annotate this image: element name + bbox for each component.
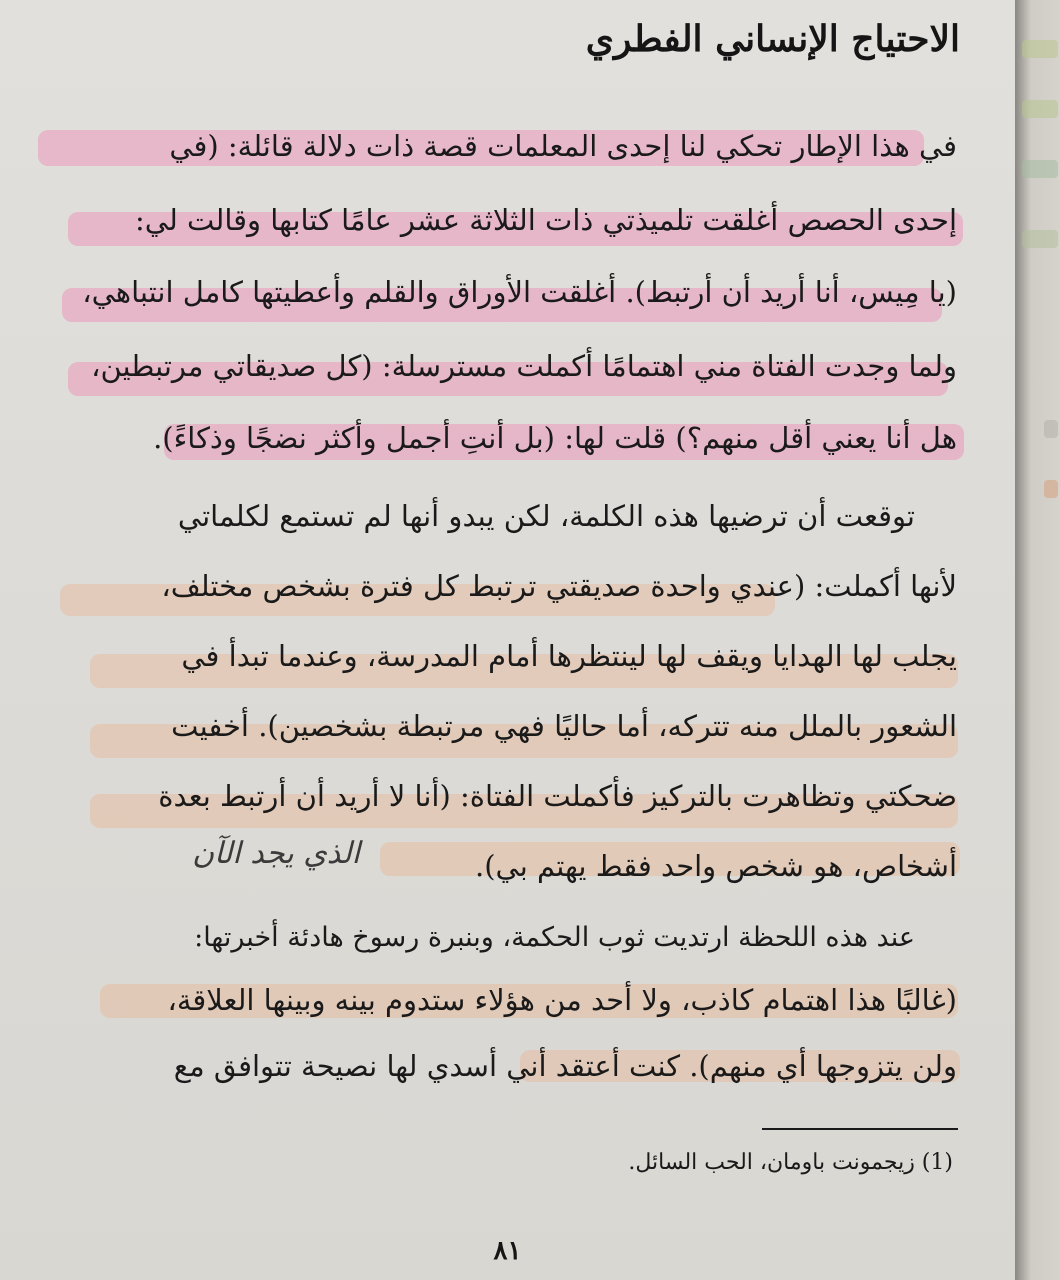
footnote: (1) زيجمونت باومان، الحب السائل. — [628, 1150, 953, 1175]
text-line: في هذا الإطار تحكي لنا إحدى المعلمات قصة ذات دلالة قائلة: (في — [169, 129, 957, 163]
text-line: هل أنا يعني أقل منهم؟) قلت لها: (بل أنتِ أجمل وأكثر نضجًا وذكاءً). — [153, 421, 957, 455]
text-line: ولن يتزوجها أي منهم). كنت أعتقد أني أسدي لها نصيحة تتوافق مع — [173, 1049, 957, 1083]
edge-highlight — [1044, 480, 1058, 498]
text-line: إحدى الحصص أغلقت تلميذتي ذات الثلاثة عشر عامًا كتابها وقالت لي: — [135, 203, 957, 237]
edge-highlight — [1022, 100, 1058, 118]
text-line: الشعور بالملل منه تتركه، أما حاليًا فهي مرتبطة بشخصين). أخفيت — [171, 709, 957, 743]
chapter-heading: الاحتياج الإنساني الفطري — [585, 18, 960, 60]
footnote-divider — [762, 1128, 958, 1130]
adjacent-page-edge — [1015, 0, 1060, 1280]
text-line: ولما وجدت الفتاة مني اهتمامًا أكملت مسترسلة: (كل صديقاتي مرتبطين، — [91, 349, 957, 383]
text-line: عند هذه اللحظة ارتديت ثوب الحكمة، وبنبرة رسوخ هادئة أخبرتها: — [194, 922, 915, 953]
text-line: (يا مِيس، أنا أريد أن أرتبط). أغلقت الأوراق والقلم وأعطيتها كامل انتباهي، — [82, 275, 957, 309]
page-number: ٨١ — [493, 1236, 522, 1266]
edge-highlight — [1044, 420, 1058, 438]
text-line: (غالبًا هذا اهتمام كاذب، ولا أحد من هؤلاء ستدوم بينه وبينها العلاقة، — [167, 983, 957, 1017]
text-line: ضحكتي وتظاهرت بالتركيز فأكملت الفتاة: (أنا لا أريد أن أرتبط بعدة — [158, 779, 957, 813]
text-line: أشخاص، هو شخص واحد فقط يهتم بي). — [475, 849, 957, 883]
edge-highlight — [1022, 230, 1058, 248]
text-line: يجلب لها الهدايا ويقف لها لينتظرها أمام المدرسة، وعندما تبدأ في — [181, 639, 957, 673]
text-line: توقعت أن ترضيها هذه الكلمة، لكن يبدو أنها لم تستمع لكلماتي — [177, 499, 915, 533]
text-line: لأنها أكملت: (عندي واحدة صديقتي ترتبط كل فترة بشخص مختلف، — [161, 569, 957, 603]
edge-highlight — [1022, 40, 1058, 58]
edge-highlight — [1022, 160, 1058, 178]
handwritten-note: الذي يجد الآن — [192, 836, 360, 871]
